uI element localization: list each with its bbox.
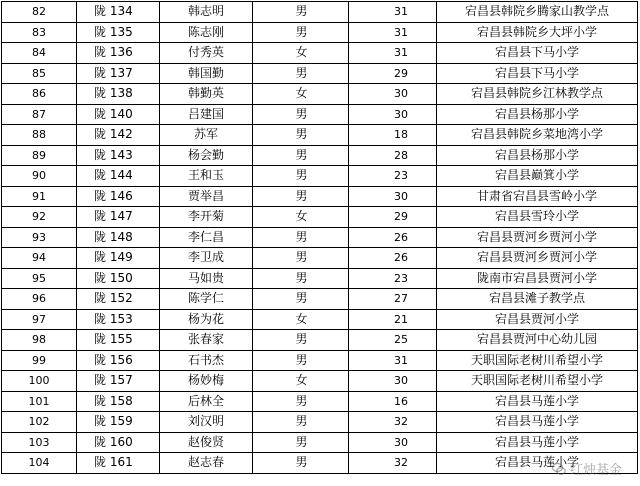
- sex-cell: 女: [253, 207, 349, 228]
- sex-cell: 男: [253, 186, 349, 207]
- code-cell: 陇 146: [77, 186, 160, 207]
- code-cell: 陇 137: [77, 63, 160, 84]
- row-number: 97: [2, 309, 77, 330]
- sex-cell: 男: [253, 289, 349, 310]
- sex-cell: 男: [253, 248, 349, 269]
- sex-cell: 男: [253, 145, 349, 166]
- age-cell: 25: [349, 330, 437, 351]
- age-cell: 28: [349, 145, 437, 166]
- age-cell: 21: [349, 309, 437, 330]
- name-cell: 吕建国: [160, 104, 253, 125]
- table-row: [2, 371, 638, 392]
- code-cell: 陇 138: [77, 84, 160, 105]
- row-number: 82: [2, 2, 77, 23]
- sex-cell: 男: [253, 268, 349, 289]
- sex-cell: 男: [253, 63, 349, 84]
- row-number: 83: [2, 22, 77, 43]
- unit-cell: 宕昌县韩院乡江林教学点: [437, 84, 638, 105]
- unit-cell: 宕昌县贾河中心幼儿园: [437, 330, 638, 351]
- unit-cell: 宕昌县下马小学: [437, 43, 638, 64]
- code-cell: 陇 161: [77, 453, 160, 474]
- name-cell: 韩国勤: [160, 63, 253, 84]
- age-cell: 30: [349, 84, 437, 105]
- name-cell: 杨为花: [160, 309, 253, 330]
- name-cell: 陈志刚: [160, 22, 253, 43]
- name-cell: 石书杰: [160, 350, 253, 371]
- table-row: [2, 330, 638, 351]
- table-row: [2, 412, 638, 433]
- age-cell: 29: [349, 207, 437, 228]
- row-number: 96: [2, 289, 77, 310]
- unit-cell: 宕昌县韩院乡菜地湾小学: [437, 125, 638, 146]
- row-number: 98: [2, 330, 77, 351]
- age-cell: 18: [349, 125, 437, 146]
- sex-cell: 男: [253, 453, 349, 474]
- code-cell: 陇 143: [77, 145, 160, 166]
- age-cell: 23: [349, 166, 437, 187]
- name-cell: 王和玉: [160, 166, 253, 187]
- row-number: 103: [2, 432, 77, 453]
- unit-cell: 宕昌县马莲小学: [437, 412, 638, 433]
- age-cell: 16: [349, 391, 437, 412]
- code-cell: 陇 149: [77, 248, 160, 269]
- sex-cell: 男: [253, 432, 349, 453]
- sex-cell: 女: [253, 309, 349, 330]
- age-cell: 26: [349, 227, 437, 248]
- row-number: 91: [2, 186, 77, 207]
- row-number: 93: [2, 227, 77, 248]
- table-row: [2, 289, 638, 310]
- row-number: 90: [2, 166, 77, 187]
- unit-cell: 宕昌县雪玲小学: [437, 207, 638, 228]
- unit-cell: 宕昌县韩院乡大坪小学: [437, 22, 638, 43]
- name-cell: 后林全: [160, 391, 253, 412]
- watermark: [552, 459, 622, 478]
- name-cell: 苏军: [160, 125, 253, 146]
- sex-cell: 男: [253, 350, 349, 371]
- code-cell: 陇 160: [77, 432, 160, 453]
- code-cell: 陇 156: [77, 350, 160, 371]
- code-cell: 陇 136: [77, 43, 160, 64]
- row-number: 94: [2, 248, 77, 269]
- code-cell: 陇 152: [77, 289, 160, 310]
- code-cell: 陇 147: [77, 207, 160, 228]
- sex-cell: 男: [253, 227, 349, 248]
- age-cell: 29: [349, 63, 437, 84]
- row-number: 95: [2, 268, 77, 289]
- table-row: [2, 63, 638, 84]
- sex-cell: 男: [253, 412, 349, 433]
- row-number: 86: [2, 84, 77, 105]
- sex-cell: 男: [253, 330, 349, 351]
- row-number: 84: [2, 43, 77, 64]
- code-cell: 陇 150: [77, 268, 160, 289]
- name-cell: 杨妙梅: [160, 371, 253, 392]
- name-cell: 杨会勤: [160, 145, 253, 166]
- name-cell: 李卫成: [160, 248, 253, 269]
- table-row: [2, 43, 638, 64]
- table-row: [2, 350, 638, 371]
- age-cell: 30: [349, 371, 437, 392]
- unit-cell: 宕昌县马莲小学: [437, 391, 638, 412]
- table-row: [2, 84, 638, 105]
- name-cell: 李开菊: [160, 207, 253, 228]
- age-cell: 32: [349, 453, 437, 474]
- code-cell: 陇 153: [77, 309, 160, 330]
- table-row: [2, 391, 638, 412]
- sex-cell: 女: [253, 43, 349, 64]
- name-cell: 赵志春: [160, 453, 253, 474]
- name-cell: 刘汉明: [160, 412, 253, 433]
- table-row: [2, 145, 638, 166]
- unit-cell: 天职国际老树川希望小学: [437, 371, 638, 392]
- unit-cell: 甘肃省宕昌县雪岭小学: [437, 186, 638, 207]
- age-cell: 30: [349, 104, 437, 125]
- table-row: [2, 22, 638, 43]
- table-row: [2, 309, 638, 330]
- age-cell: 26: [349, 248, 437, 269]
- unit-cell: 宕昌县下马小学: [437, 63, 638, 84]
- name-cell: 韩勤英: [160, 84, 253, 105]
- row-number: 89: [2, 145, 77, 166]
- unit-cell: 陇南市宕昌县贾河小学: [437, 268, 638, 289]
- name-cell: 陈学仁: [160, 289, 253, 310]
- code-cell: 陇 142: [77, 125, 160, 146]
- row-number: 88: [2, 125, 77, 146]
- sex-cell: 女: [253, 371, 349, 392]
- unit-cell: 宕昌县马莲小学: [437, 432, 638, 453]
- age-cell: 30: [349, 186, 437, 207]
- name-cell: 李仁昌: [160, 227, 253, 248]
- table-row: [2, 104, 638, 125]
- table-row: [2, 268, 638, 289]
- code-cell: 陇 155: [77, 330, 160, 351]
- unit-cell: 天职国际老树川希望小学: [437, 350, 638, 371]
- row-number: 101: [2, 391, 77, 412]
- code-cell: 陇 148: [77, 227, 160, 248]
- sex-cell: 男: [253, 125, 349, 146]
- code-cell: 陇 157: [77, 371, 160, 392]
- table-row: [2, 125, 638, 146]
- table-row: [2, 186, 638, 207]
- unit-cell: 宕昌县杨那小学: [437, 104, 638, 125]
- name-cell: 张春家: [160, 330, 253, 351]
- table-row: [2, 432, 638, 453]
- row-number: 85: [2, 63, 77, 84]
- row-number: 92: [2, 207, 77, 228]
- table-row: [2, 166, 638, 187]
- age-cell: 27: [349, 289, 437, 310]
- sex-cell: 男: [253, 22, 349, 43]
- watermark-text: 红烛基金: [569, 463, 622, 478]
- teacher-table: [1, 1, 638, 474]
- table-row: [2, 453, 638, 474]
- name-cell: 马如贵: [160, 268, 253, 289]
- row-number: 99: [2, 350, 77, 371]
- sex-cell: 男: [253, 166, 349, 187]
- age-cell: 23: [349, 268, 437, 289]
- age-cell: 31: [349, 2, 437, 23]
- unit-cell: 宕昌县贾河小学: [437, 309, 638, 330]
- table-row: [2, 2, 638, 23]
- age-cell: 32: [349, 412, 437, 433]
- row-number: 102: [2, 412, 77, 433]
- code-cell: 陇 159: [77, 412, 160, 433]
- table-row: [2, 207, 638, 228]
- code-cell: 陇 158: [77, 391, 160, 412]
- code-cell: 陇 140: [77, 104, 160, 125]
- age-cell: 31: [349, 22, 437, 43]
- row-number: 87: [2, 104, 77, 125]
- code-cell: 陇 134: [77, 2, 160, 23]
- table-body: [2, 2, 638, 474]
- unit-cell: 宕昌县滩子教学点: [437, 289, 638, 310]
- name-cell: 赵俊贤: [160, 432, 253, 453]
- unit-cell: 宕昌县巅箕小学: [437, 166, 638, 187]
- name-cell: 贾举昌: [160, 186, 253, 207]
- wechat-icon: [552, 462, 566, 476]
- table-row: [2, 248, 638, 269]
- table-row: [2, 227, 638, 248]
- sex-cell: 男: [253, 391, 349, 412]
- unit-cell: 宕昌县马莲小学: [437, 453, 638, 474]
- age-cell: 31: [349, 43, 437, 64]
- unit-cell: 宕昌县杨那小学: [437, 145, 638, 166]
- unit-cell: 宕昌县韩院乡腾家山教学点: [437, 2, 638, 23]
- sex-cell: 男: [253, 104, 349, 125]
- row-number: 100: [2, 371, 77, 392]
- sex-cell: 男: [253, 2, 349, 23]
- row-number: 104: [2, 453, 77, 474]
- unit-cell: 宕昌县贾河乡贾河小学: [437, 227, 638, 248]
- code-cell: 陇 144: [77, 166, 160, 187]
- unit-cell: 宕昌县贾河乡贾河小学: [437, 248, 638, 269]
- name-cell: 付秀英: [160, 43, 253, 64]
- sex-cell: 女: [253, 84, 349, 105]
- age-cell: 31: [349, 350, 437, 371]
- code-cell: 陇 135: [77, 22, 160, 43]
- age-cell: 30: [349, 432, 437, 453]
- name-cell: 韩志明: [160, 2, 253, 23]
